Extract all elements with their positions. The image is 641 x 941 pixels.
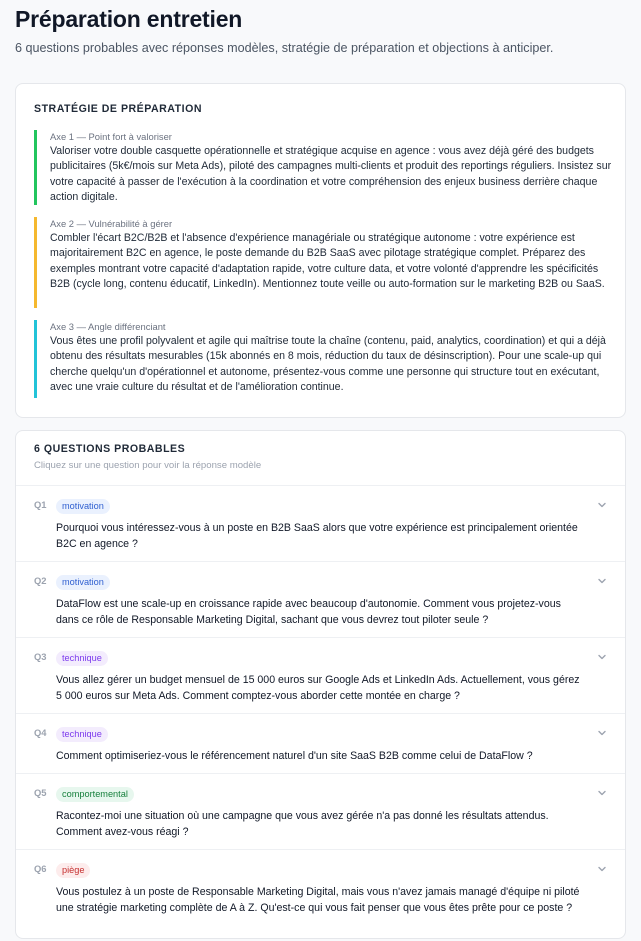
question-row-6[interactable]	[16, 850, 625, 939]
strategy-title: STRATÉGIE DE PRÉPARATION	[34, 103, 202, 115]
chevron-down-icon[interactable]	[595, 498, 609, 512]
question-tag: motivation	[56, 499, 110, 514]
question-text: Pourquoi vous intéressez-vous à un poste en B2B SaaS alors que votre expérience est principalement orientée B2C en agence ?	[56, 522, 578, 550]
question-row-1[interactable]	[16, 486, 625, 562]
question-text: Racontez-moi une situation où une campagne que vous avez gérée n'a pas donné les résultats attendus. Comment avez-vous réagi ?	[56, 810, 549, 838]
page-subtitle: 6 questions probables avec réponses modèles, stratégie de préparation et objections à anticiper.	[15, 41, 554, 55]
chevron-down-icon[interactable]	[595, 786, 609, 800]
question-row-2[interactable]	[16, 562, 625, 638]
question-tag: technique	[56, 727, 108, 742]
question-number: Q2	[34, 575, 47, 586]
question-tag: comportemental	[56, 787, 134, 802]
question-row-4[interactable]	[16, 714, 625, 774]
question-text: Vous allez gérer un budget mensuel de 15 000 euros sur Google Ads et LinkedIn Ads. Actuellement, vous gérez 5 000 euros sur Meta Ads. Comment comptez-vous aborder cette montée en charge ?	[56, 674, 580, 702]
chevron-down-icon[interactable]	[595, 574, 609, 588]
chevron-down-icon[interactable]	[595, 726, 609, 740]
chevron-down-icon[interactable]	[595, 650, 609, 664]
strategy-axis-3	[34, 320, 612, 398]
question-tag: motivation	[56, 575, 110, 590]
questions-title: 6 QUESTIONS PROBABLES	[34, 443, 186, 455]
question-number: Q1	[34, 499, 47, 510]
axis-label: Axe 3 — Angle différenciant	[50, 321, 166, 332]
page-title: Préparation entretien	[15, 6, 243, 32]
questions-hint: Cliquez sur une question pour voir la réponse modèle	[34, 460, 262, 471]
strategy-axis-1	[34, 130, 612, 205]
question-number: Q6	[34, 863, 47, 874]
axis-text: Valoriser votre double casquette opérationnelle et stratégique acquise en agence : vous avez déjà géré des budgets publicitaires (5k€/mois sur Meta Ads), piloté des campagnes multi-clients et produit des reportings réguliers. Insistez sur votre capacité à passer de l'exécution à la coordination et votre compréhension des enjeux business derrière chaque action digitale.	[50, 145, 612, 204]
questions-header	[34, 443, 261, 471]
question-tag: technique	[56, 651, 108, 666]
question-number: Q3	[34, 651, 47, 662]
questions-card	[15, 430, 626, 939]
chevron-down-icon[interactable]	[595, 862, 609, 876]
axis-label: Axe 1 — Point fort à valoriser	[50, 131, 172, 142]
question-row-3[interactable]	[16, 638, 625, 714]
question-tag: piège	[56, 863, 90, 878]
question-text: Vous postulez à un poste de Responsable Marketing Digital, mais vous n'avez jamais managé d'équipe ni piloté une stratégie marketing complète de A à Z. Qu'est-ce qui vous fait penser que vous êtes prête pour ce poste ?	[56, 886, 580, 914]
question-text: Comment optimiseriez-vous le référencement naturel d'un site SaaS B2B comme celui de DataFlow ?	[56, 750, 533, 762]
question-number: Q5	[34, 787, 47, 798]
question-text: DataFlow est une scale-up en croissance rapide avec beaucoup d'autonomie. Comment vous projetez-vous dans ce rôle de Responsable Marketing Digital, sachant que vous devrez tout piloter seule ?	[56, 598, 561, 626]
axis-text: Vous êtes une profil polyvalent et agile qui maîtrise toute la chaîne (contenu, paid, analytics, coordination) et qui a déjà obtenu des résultats mesurables (15k abonnés en 8 mois, réduction du taux de désinscription). Pour une scale-up qui cherche quelqu'un d'opérationnel et autonome, présentez-vous comme une personne qui structure tout en exécutant, avec une vraie culture du résultat et de l'amélioration continue.	[50, 335, 606, 394]
question-number: Q4	[34, 727, 47, 738]
axis-label: Axe 2 — Vulnérabilité à gérer	[50, 218, 173, 229]
strategy-axis-2	[34, 217, 612, 308]
axis-text: Combler l'écart B2C/B2B et l'absence d'expérience managériale ou stratégique autonome : votre expérience est majoritairement B2C en agence, le poste demande du B2B SaaS avec pilotage stratégique complet. Préparez des exemples montrant votre capacité d'adaptation rapide, votre culture data, et votre volonté d'apprendre les spécificités B2B (cycle long, contenu éducatif, LinkedIn). Mentionnez toute veille ou auto-formation sur le marketing B2B ou SaaS.	[50, 232, 605, 291]
question-row-5[interactable]	[16, 774, 625, 850]
strategy-card	[15, 83, 626, 418]
